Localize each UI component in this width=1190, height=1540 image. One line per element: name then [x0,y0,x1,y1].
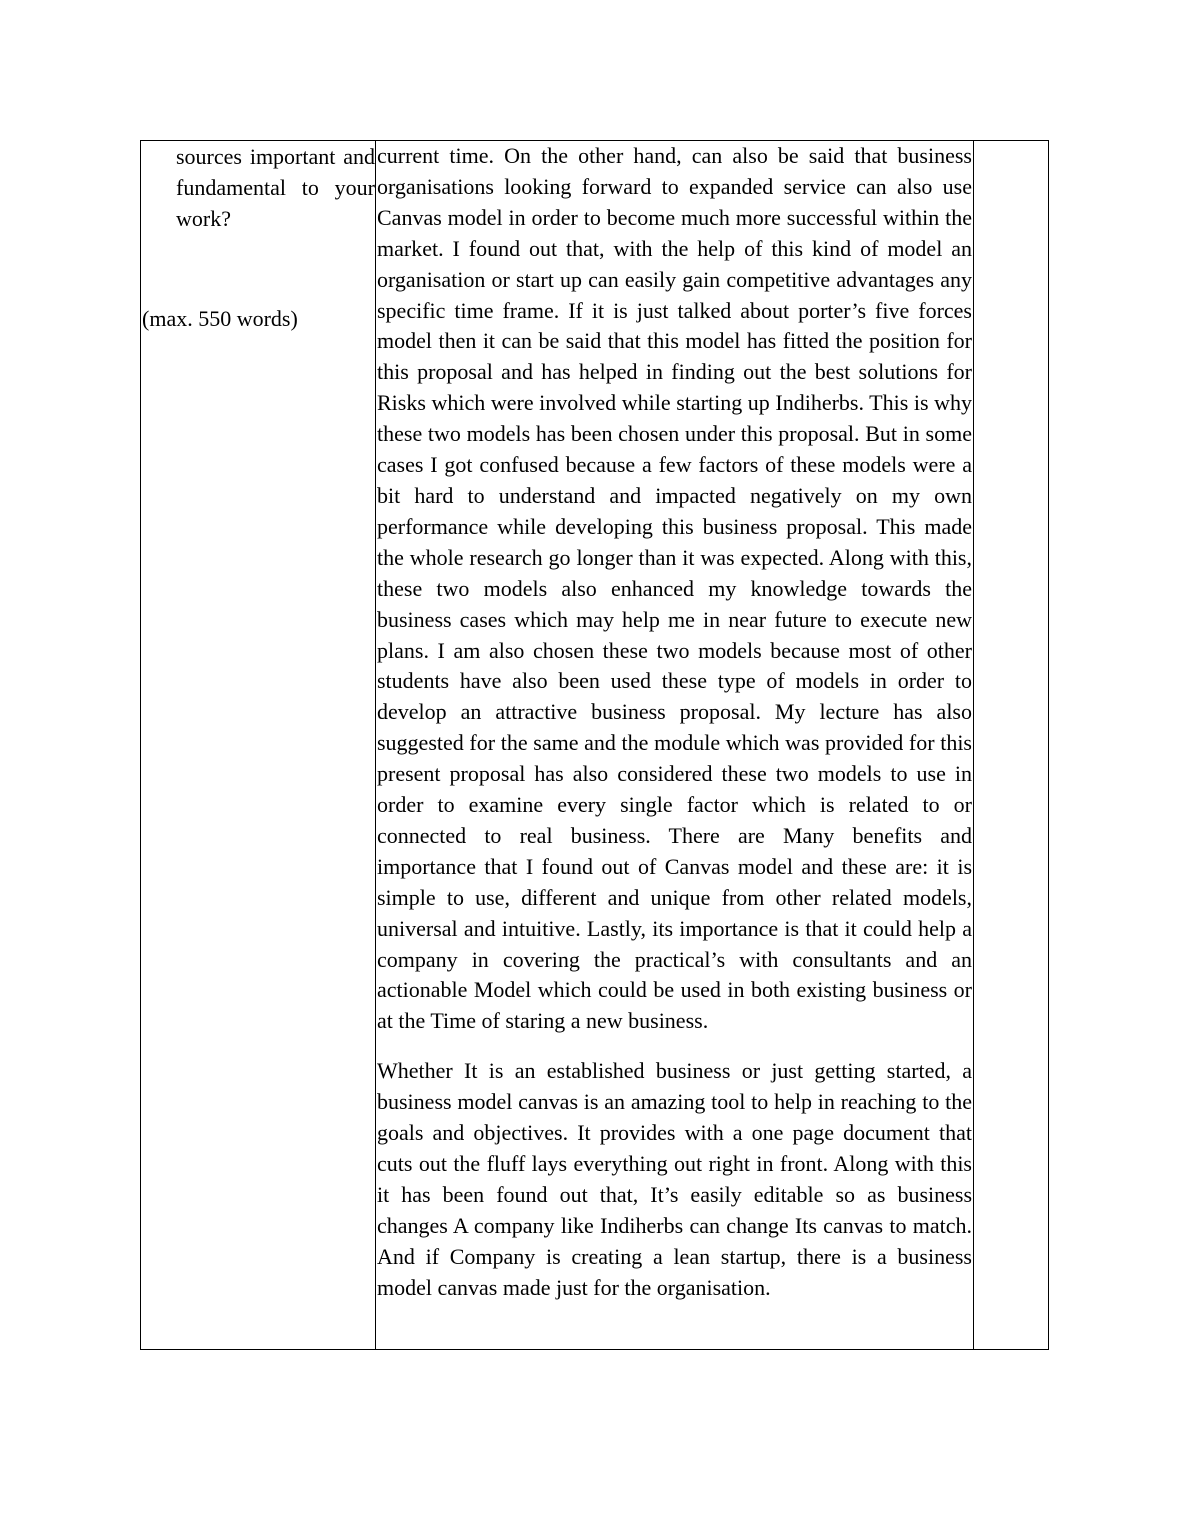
answer-paragraph-1: current time. On the other hand, can also be said that business organisations looking forward to expanded service can also use Canvas model in order to become much more successful within the market. I found out that, with the help of this kind of model an organisation or start up can easily gain competitive advantages any specific time frame. If it is just talked about porter’s five forces model then it can be said that this model has fitted the position for this proposal and has helped in finding out the best solutions for Risks which were involved while starting up Indiherbs. This is why these two models has been chosen under this proposal. But in some cases I got confused because a few factors of these models were a bit hard to understand and impacted negatively on my own performance while developing this business proposal. This made the whole research go longer than it was expected. Along with this, these two models also enhanced my knowledge towards the business cases which may help me in near future to execute new plans. I am also chosen these two models because most of other students have also been used these type of models in order to develop an attractive business proposal. My lecture has also suggested for the same and the module which was provided for this present proposal has also considered these two models to use in order to examine every single factor which is related to or connected to real business. There are Many benefits and importance that I found out of Canvas model and these are: it is simple to use, different and unique from other related models, universal and intuitive. Lastly, its importance is that it could help a company in covering the practical’s with consultants and an actionable Model which could be used in both existing business or at the Time of staring a new business. [377,143,972,1034]
answer-paragraph-2: Whether It is an established business or just getting started, a business model canvas is an amazing tool to help in reaching to the goals and objectives. It provides with a one page document that cuts out the fluff lays everything out right in front. Along with this it has been found out that, It’s easily editable so as business changes A company like Indiherbs can change Its canvas to match. And if Company is creating a lean startup, there is a business model canvas made just for the organisation. [377,1058,972,1300]
question-text: sources important and fundamental to your work? [176,144,375,231]
column-divider-left [375,141,376,1349]
document-table [140,140,1049,1350]
column-divider-right [973,141,974,1349]
word-limit-note: (max. 550 words) [142,306,298,331]
answer-cell [377,141,972,1304]
